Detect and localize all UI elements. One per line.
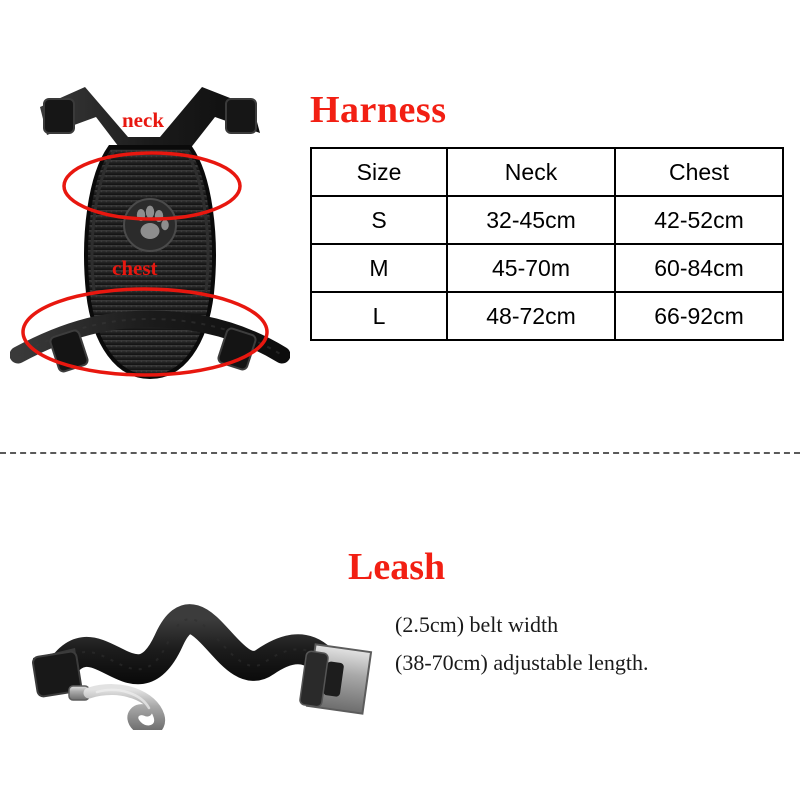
harness-product-image bbox=[10, 55, 290, 385]
cell-chest: 66-92cm bbox=[615, 292, 783, 340]
column-header-chest: Chest bbox=[615, 148, 783, 196]
table-row bbox=[311, 244, 783, 292]
harness-size-table bbox=[310, 147, 784, 341]
table-row bbox=[311, 196, 783, 244]
column-header-size: Size bbox=[311, 148, 447, 196]
cell-neck: 32-45cm bbox=[447, 196, 615, 244]
seatbelt-buckle-icon bbox=[299, 644, 371, 713]
cell-size: L bbox=[311, 292, 447, 340]
leash-adjustable-length-text: (38-70cm) adjustable length. bbox=[395, 650, 649, 675]
section-divider bbox=[0, 452, 800, 454]
cell-chest: 60-84cm bbox=[615, 244, 783, 292]
snap-hook-icon bbox=[69, 686, 160, 730]
table-row bbox=[311, 292, 783, 340]
cell-size: S bbox=[311, 196, 447, 244]
cell-size: M bbox=[311, 244, 447, 292]
leash-title: Leash bbox=[348, 546, 446, 588]
column-header-neck: Neck bbox=[447, 148, 615, 196]
table-header-row bbox=[311, 148, 783, 196]
cell-neck: 45-70m bbox=[447, 244, 615, 292]
cell-chest: 42-52cm bbox=[615, 196, 783, 244]
leash-product-image bbox=[15, 540, 375, 730]
neck-measure-label: neck bbox=[122, 108, 164, 132]
cell-neck: 48-72cm bbox=[447, 292, 615, 340]
leash-section bbox=[0, 460, 800, 800]
chest-measure-label: chest bbox=[112, 256, 158, 280]
harness-title: Harness bbox=[310, 89, 447, 131]
leash-belt-width-text: (2.5cm) belt width bbox=[395, 612, 559, 637]
